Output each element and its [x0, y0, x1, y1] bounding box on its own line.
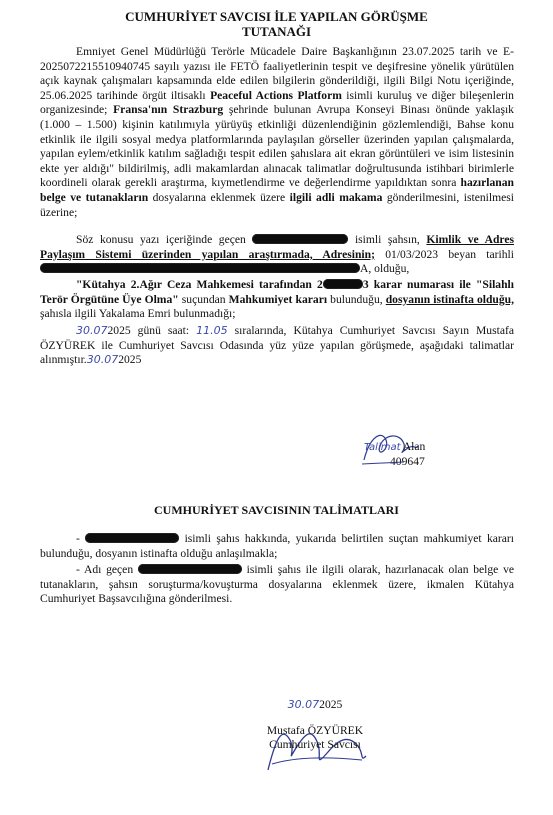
- meeting-paragraph: 30.072025 günü saat: 11.05 sıralarında, Kütahya Cumhuriyet Savcısı Sayın Mustafa ÖZYÜREK ile Cumhuriyet Savcısı Odasında yüz yüze yapılan görüşmede, aşağıdaki talimatlar alınmıştır.30.072025: [40, 324, 514, 367]
- handwritten-date: 30.07: [76, 324, 108, 337]
- instructions-title: CUMHURİYET SAVCISININ TALİMATLARI: [154, 503, 399, 517]
- redacted-name: [85, 533, 179, 543]
- court-paragraph: "Kütahya 2.Ağır Ceza Mahkemesi tarafından 2 3 karar numarası ile "Silahlı Terör Örgütüne Üye Olma" suçundan Mahkumiyet kararı bulunduğu, dosyanın istinafta olduğu, şahısla ilgili Yakalama Emri bulunmadığı;: [40, 278, 514, 321]
- redacted-name: [252, 234, 348, 244]
- document-title: CUMHURİYET SAVCISI İLE YAPILAN GÖRÜŞME TUTANAĞI: [125, 9, 428, 39]
- officer-signature-block: Talimat Alan 409647: [364, 440, 484, 469]
- redacted-address: [40, 263, 360, 273]
- prosecutor-signature-block: 30.072025 Mustafa ÖZYÜREK Cumhuriyet Savcısı: [240, 698, 390, 752]
- handwritten-date-2: 30.07: [86, 353, 119, 367]
- redacted-case-number: [323, 279, 363, 289]
- redacted-name: [138, 564, 242, 574]
- subject-paragraph: Söz konusu yazı içeriğinde geçen isimli şahsın, Kimlik ve Adres Paylaşım Sistemi üzerinden yapılan araştırmada, Adresinin; 01/03/2023 beyan tarihli A, olduğu,: [40, 233, 514, 276]
- intro-paragraph: Emniyet Genel Müdürlüğü Terörle Mücadele Daire Başkanlığının 23.07.2025 tarih ve E-2025072215510940745 sayılı yazısı ile FETÖ faaliyetlerinin tespit ve deşifresine yönelik yürütülen açık kaynak çalışmaları kapsamında elde edilen bilgilerin gönderildiği, ilgili Bilgi Notu içeriğinde, 25.06.2025 tarihinde örgüt iltisaklı Peaceful Actions Platform isimli kuruluş ve diğer bileşenlerin organizesinde; Fransa'nın Strazburg şehrinde bulunan Avrupa Konseyi Binası önünde yaklaşık (1.000 – 1.500) kişinin katılımıyla yürüyüş etkinliği düzenlendiğinin gözlemlendiği, Bahse konu etkinlik ile ilgili sosyal medya platformlarında paylaşılan görseller üzerinden yapılan çalışmalarda, yapılan eylem/etkinlik katılım sağladığı tespit edilen şahıslara ait ekran görüntüleri ve isim listesinin ekte yer aldığı" bildirilmiş, adli makamlardan alınacak talimatlar doğrultusunda istihbari birimlerle koordineli olarak gerekli araştırma, kıymetlendirme ve değerlendirme yapıldıktan sonra hazırlanan belge ve tutanakların dosyalarına eklenmek üzere ilgili adli makama gönderilmesini, istenilmesi üzerine;: [40, 45, 515, 219]
- instruction-item-2: - Adı geçen isimli şahıs ile ilgili olarak, hazırlanacak olan belge ve tutanakların, şahsın soruşturma/kovuşturma dosyalarına eklenmek üzere, ikmalen Kütahya Cumhuriyet Başsavcılığına gönderilmesi.: [40, 563, 515, 606]
- handwritten-time: 11.05: [196, 324, 228, 337]
- instruction-item-1: - isimli şahıs hakkında, yukarıda belirtilen suçtan mahkumiyet kararı bulunduğu, dosyanın istinafta olduğu anlaşılmakla;: [40, 532, 514, 560]
